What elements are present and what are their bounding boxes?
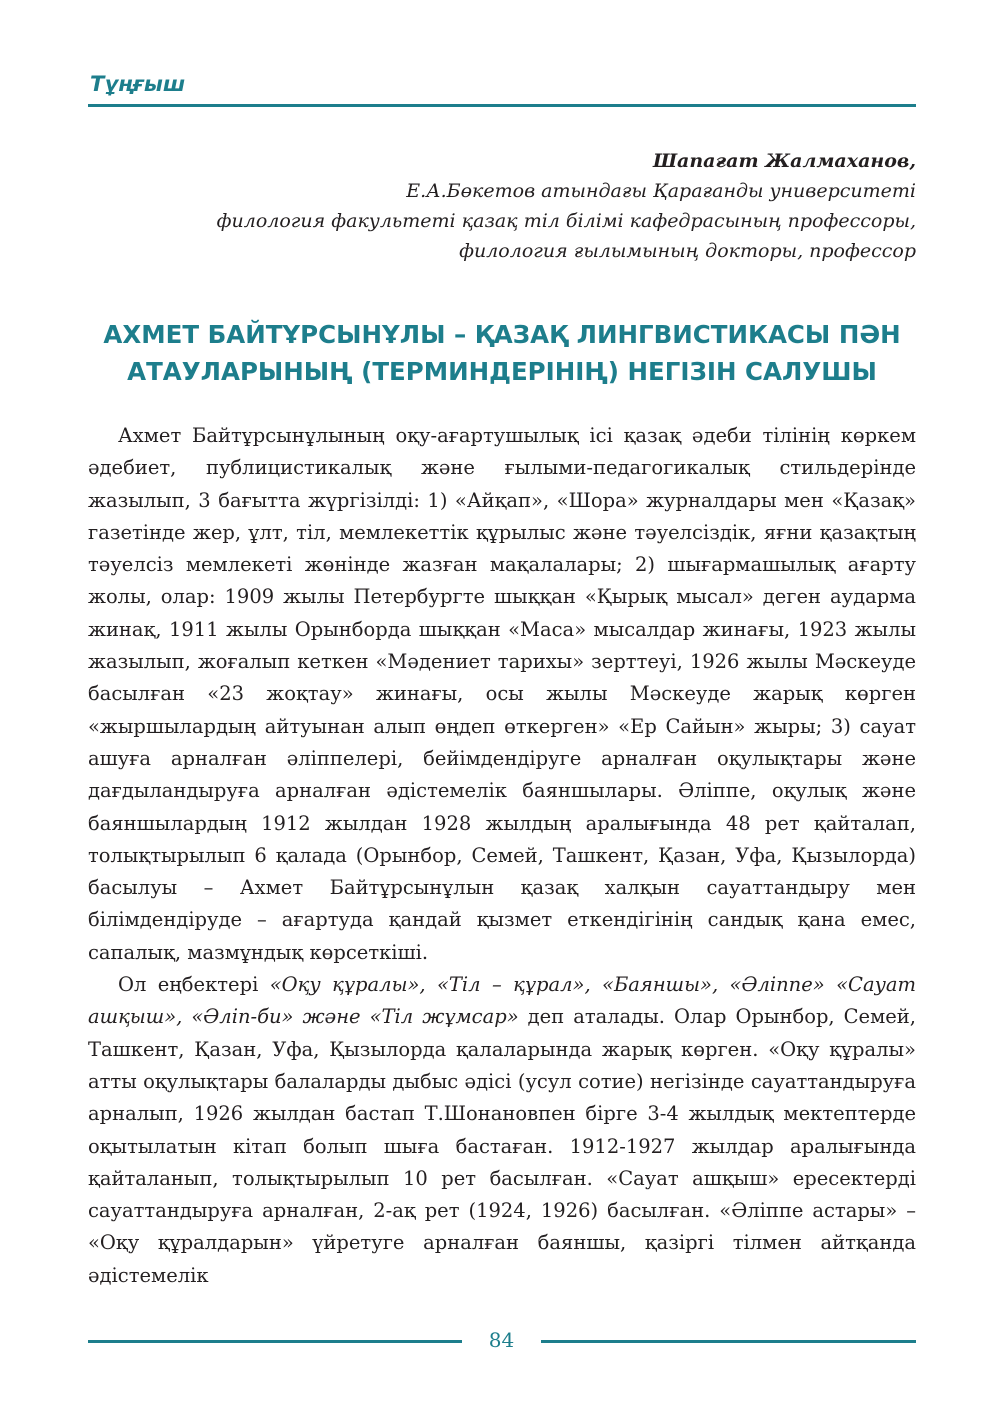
- article-title: [88, 316, 916, 390]
- footer-divider-left: [88, 1340, 462, 1343]
- footer-divider-right: [541, 1340, 916, 1343]
- paragraph-2-work-titles: «Оқу құралы», «Тіл – құрал», «Баяншы», «Әліппе» «Сауат ашқыш», «Әліп-би» және «Тіл жұмсар»: [88, 973, 916, 1029]
- author-name: Шапағат Жалмаханов,: [652, 150, 916, 172]
- body-paragraph-2: [88, 969, 916, 1292]
- header-divider: [88, 104, 916, 107]
- article-title-line-2: АТАУЛАРЫНЫҢ (ТЕРМИНДЕРІНІҢ) НЕГІЗІН САЛУШЫ: [127, 357, 877, 386]
- paragraph-2-lead: Ол еңбектері: [118, 973, 270, 997]
- body-paragraph-1: Ахмет Байтұрсынұлының оқу-ағартушылық ісі қазақ әдеби тілінің көркем әдебиет, публицистикалық және ғылыми-педагогикалық стильдерінде жазылып, 3 бағытта жүргізілді: 1) «Айқап», «Шора» журналдары мен «Қазақ» газетінде жер, ұлт, тіл, мемлекеттік құрылыс және тәуелсіздік, яғни қазақтың тәуелсіз мемлекеті жөнінде жазған мақалалары; 2) шығармашылық ағарту жолы, олар: 1909 жылы Петербургте шыққан «Қырық мысал» деген аударма жинақ, 1911 жылы Орынборда шыққан «Маса» мысалдар жинағы, 1923 жылы жазылып, жоғалып кеткен «Мәдениет тарихы» зерттеуі, 1926 жылы Мәскеуде басылған «23 жоқтау» жинағы, осы жылы Мәскеуде жарық көрген «жыршылардың айтуынан алып өңдеп өткерген» «Ер Сайын» жыры; 3) сауат ашуға арналған әліппелері, бейімдендіруге арналған оқулықтары және дағдыландыруға арналған әдістемелік баяншылары. Әліппе, оқулық және баяншылардың 1912 жылдан 1928 жылдың аралығында 48 рет қайталап, толықтырылып 6 қалада (Орынбор, Семей, Ташкент, Қазан, Уфа, Қызылорда) басылуы – Ахмет Байтұрсынұлын қазақ халқын сауаттандыру мен білімдендіруде – ағартуда қандай қызмет еткендігінің сандық қана емес, сапалық, мазмұндық көрсеткіші.: [88, 424, 916, 964]
- article-title-line-1: АХМЕТ БАЙТҰРСЫНҰЛЫ – ҚАЗАҚ ЛИНГВИСТИКАСЫ ПӘН: [103, 320, 901, 349]
- running-title: Тұңғыш: [90, 72, 186, 96]
- article-body: [88, 420, 916, 1292]
- author-affiliation-university: Е.А.Бөкетов атындағы Қарағанды университеті: [406, 180, 916, 202]
- paragraph-2-rest: деп аталады. Олар Орынбор, Семей, Ташкент, Қазан, Уфа, Қызылорда қалаларында жарық көрген. «Оқу құралы» атты оқулықтары балаларды дыбыс әдісі (усул сотие) негізінде сауаттандыруға арналып, 1926 жылдан бастап Т.Шонановпен бірге 3-4 жылдық мектептерде оқытылатын кітап болып шыға бастаған. 1912-1927 жылдар аралығында қайталанып, толықтырылып 10 рет басылған. «Сауат ашқыш» ересектерді сауаттандыруға арналған, 2-ақ рет (1924, 1926) басылған. «Әліппе астары» – «Оқу құралдарын» үйретуге арналған баяншы, қазіргі тілмен айтқанда әдістемелік: [88, 1005, 916, 1287]
- page-number: 84: [488, 1328, 515, 1352]
- author-block: [136, 146, 916, 266]
- author-affiliation-department: филология факультеті қазақ тіл білімі кафедрасының профессоры,: [216, 210, 916, 232]
- author-degree: филология ғылымының докторы, профессор: [459, 240, 916, 262]
